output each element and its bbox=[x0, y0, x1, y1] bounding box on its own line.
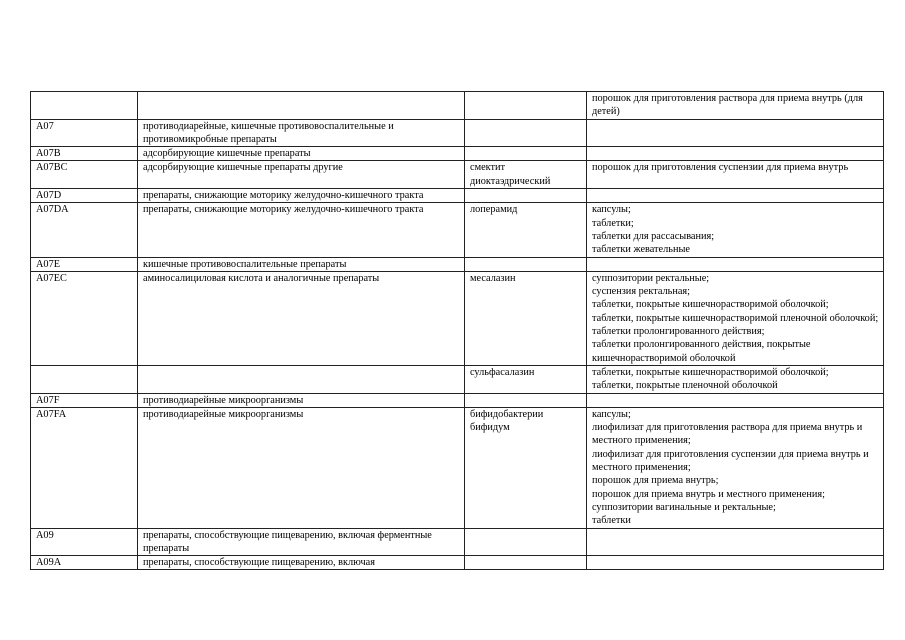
dosage-form-cell: порошок для приготовления суспензии для приема внутрь bbox=[587, 161, 884, 189]
drug-name-cell bbox=[465, 92, 587, 120]
table-row bbox=[31, 556, 884, 570]
atc-code-cell: A07FA bbox=[31, 407, 138, 528]
dosage-form-cell: суппозитории ректальные; суспензия ректальная; таблетки, покрытые кишечнорастворимой оболочкой; таблетки, покрытые кишечнорастворимой пленочной оболочкой; таблетки пролонгированного действия; таблетки пролонгированного действия, покрытые кишечнорастворимой оболочкой bbox=[587, 271, 884, 365]
anatomical-group-cell: противодиарейные, кишечные противовоспалительные и противомикробные препараты bbox=[138, 119, 465, 147]
drug-name-cell: бифидобактерии бифидум bbox=[465, 407, 587, 528]
anatomical-group-cell bbox=[138, 92, 465, 120]
dosage-form-cell bbox=[587, 257, 884, 271]
drug-name-cell bbox=[465, 189, 587, 203]
atc-code-cell: A07E bbox=[31, 257, 138, 271]
anatomical-group-cell: препараты, способствующие пищеварению, включая bbox=[138, 556, 465, 570]
table-row bbox=[31, 257, 884, 271]
drug-name-cell: смектит диоктаэдрический bbox=[465, 161, 587, 189]
atc-code-cell: A09 bbox=[31, 528, 138, 556]
atc-code-cell: A07D bbox=[31, 189, 138, 203]
anatomical-group-cell: противодиарейные микроорганизмы bbox=[138, 393, 465, 407]
atc-code-cell: A07EC bbox=[31, 271, 138, 365]
drug-list-table bbox=[30, 91, 884, 570]
anatomical-group-cell: препараты, способствующие пищеварению, включая ферментные препараты bbox=[138, 528, 465, 556]
drug-name-cell bbox=[465, 257, 587, 271]
atc-code-cell: A07 bbox=[31, 119, 138, 147]
dosage-form-cell: таблетки, покрытые кишечнорастворимой оболочкой; таблетки, покрытые пленочной оболочкой bbox=[587, 365, 884, 393]
drug-name-cell bbox=[465, 556, 587, 570]
anatomical-group-cell bbox=[138, 365, 465, 393]
atc-code-cell: A07BC bbox=[31, 161, 138, 189]
drug-table-body bbox=[31, 92, 884, 570]
table-row bbox=[31, 119, 884, 147]
anatomical-group-cell: аминосалициловая кислота и аналогичные препараты bbox=[138, 271, 465, 365]
dosage-form-cell bbox=[587, 556, 884, 570]
atc-code-cell: A07F bbox=[31, 393, 138, 407]
atc-code-cell: A07B bbox=[31, 147, 138, 161]
table-row bbox=[31, 147, 884, 161]
drug-name-cell bbox=[465, 119, 587, 147]
drug-name-cell bbox=[465, 147, 587, 161]
dosage-form-cell bbox=[587, 119, 884, 147]
table-row bbox=[31, 528, 884, 556]
table-row bbox=[31, 393, 884, 407]
drug-name-cell: месалазин bbox=[465, 271, 587, 365]
drug-name-cell bbox=[465, 528, 587, 556]
atc-code-cell: A07DA bbox=[31, 203, 138, 257]
atc-code-cell bbox=[31, 92, 138, 120]
dosage-form-cell bbox=[587, 528, 884, 556]
table-row bbox=[31, 92, 884, 120]
table-row bbox=[31, 407, 884, 528]
anatomical-group-cell: противодиарейные микроорганизмы bbox=[138, 407, 465, 528]
table-row bbox=[31, 271, 884, 365]
anatomical-group-cell: препараты, снижающие моторику желудочно-кишечного тракта bbox=[138, 189, 465, 203]
atc-code-cell: A09A bbox=[31, 556, 138, 570]
anatomical-group-cell: кишечные противовоспалительные препараты bbox=[138, 257, 465, 271]
table-row bbox=[31, 365, 884, 393]
drug-name-cell: лоперамид bbox=[465, 203, 587, 257]
anatomical-group-cell: адсорбирующие кишечные препараты bbox=[138, 147, 465, 161]
drug-name-cell: сульфасалазин bbox=[465, 365, 587, 393]
anatomical-group-cell: препараты, снижающие моторику желудочно-кишечного тракта bbox=[138, 203, 465, 257]
dosage-form-cell bbox=[587, 189, 884, 203]
dosage-form-cell: капсулы; лиофилизат для приготовления раствора для приема внутрь и местного применения; лиофилизат для приготовления суспензии для приема внутрь и местного применения; порошок для приема внутрь; порошок для приема внутрь и местного применения; суппозитории вагинальные и ректальные; таблетки bbox=[587, 407, 884, 528]
dosage-form-cell: порошок для приготовления раствора для приема внутрь (для детей) bbox=[587, 92, 884, 120]
anatomical-group-cell: адсорбирующие кишечные препараты другие bbox=[138, 161, 465, 189]
dosage-form-cell bbox=[587, 393, 884, 407]
table-row bbox=[31, 189, 884, 203]
table-row bbox=[31, 203, 884, 257]
atc-code-cell bbox=[31, 365, 138, 393]
drug-name-cell bbox=[465, 393, 587, 407]
dosage-form-cell bbox=[587, 147, 884, 161]
dosage-form-cell: капсулы; таблетки; таблетки для рассасывания; таблетки жевательные bbox=[587, 203, 884, 257]
table-row bbox=[31, 161, 884, 189]
